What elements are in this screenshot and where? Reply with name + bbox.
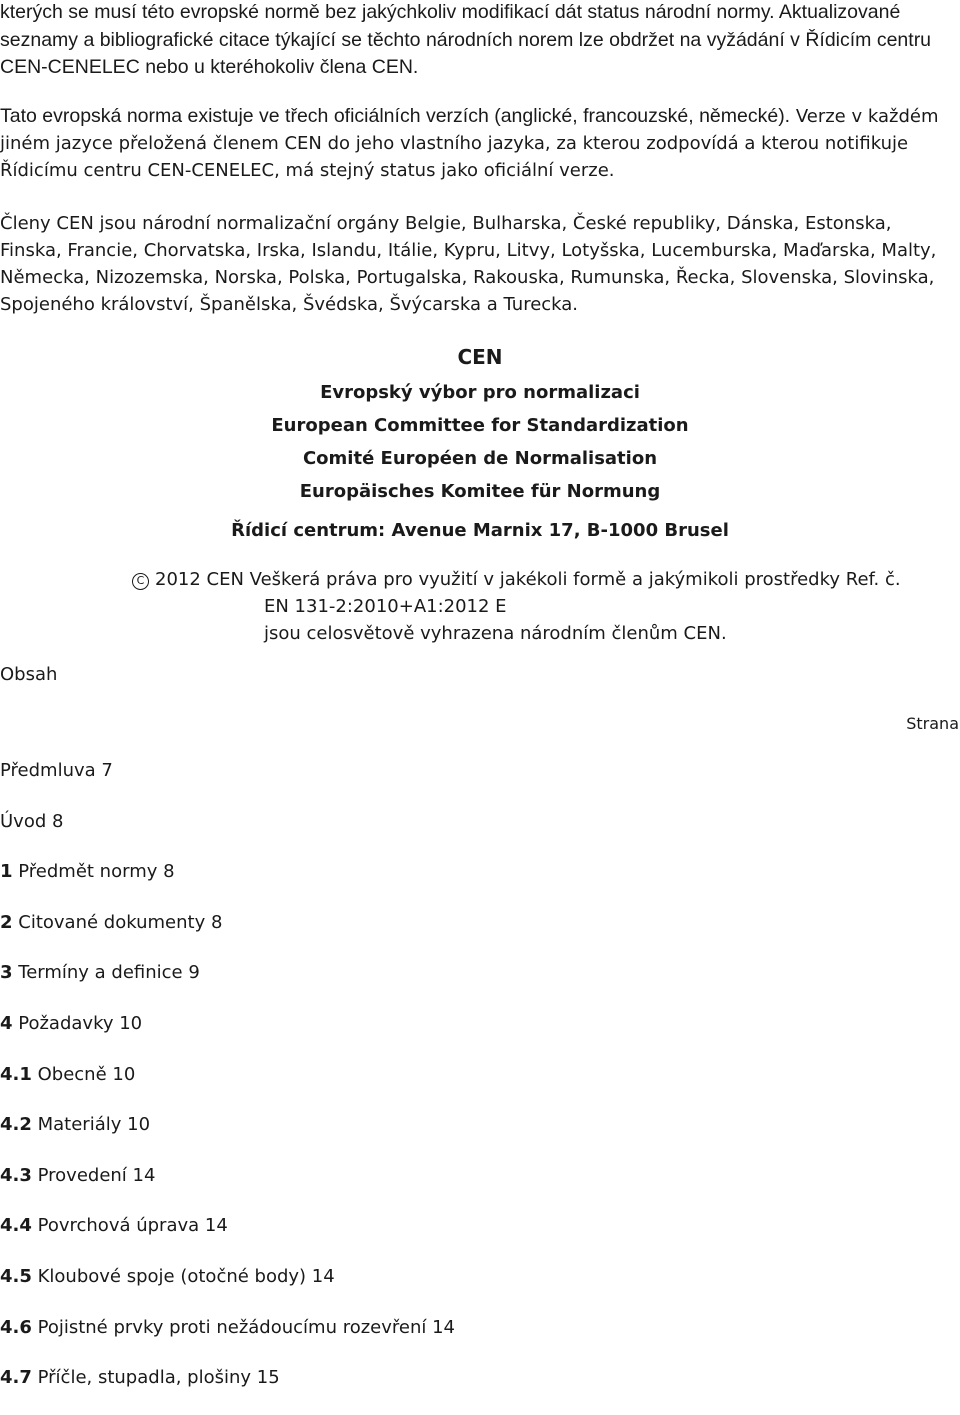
intro-paragraph-1: kterých se musí této evropské normě bez jakýchkoliv modifikací dát status národní normy. Aktualizované seznamy a bibliografické citace týkající se těchto národních norem lze obdržet na vyžádání v Řídicím centru CEN-CENELEC nebo u kteréhokoliv člena CEN. [0, 1, 932, 78]
toc-entry[interactable] [0, 1111, 455, 1162]
committee-acronym: CEN [457, 345, 503, 369]
table-of-contents [0, 757, 455, 1415]
toc-entry-label: Obecně 10 [31, 1063, 136, 1085]
toc-entry[interactable] [0, 1162, 455, 1213]
toc-page-header: Strana [906, 714, 959, 733]
copyright-icon: C [132, 573, 149, 590]
toc-entry[interactable] [0, 1061, 455, 1112]
toc-entry-label: Předmět normy 8 [12, 861, 175, 883]
toc-entry-number: 4.5 [0, 1265, 32, 1287]
toc-entry-label: Termíny a definice 9 [12, 962, 200, 984]
toc-entry-number: 2 [0, 911, 13, 933]
toc-entry-label: Materiály 10 [31, 1114, 151, 1136]
toc-entry-label: Citované dokumenty 8 [12, 911, 223, 933]
toc-entry-label: Provedení 14 [31, 1164, 156, 1186]
toc-entry-number: 4.2 [0, 1114, 32, 1136]
copyright-line-2: EN 131-2:2010+A1:2012 E [264, 596, 507, 617]
copyright-line-1 [132, 566, 958, 593]
toc-entry[interactable] [0, 959, 455, 1010]
toc-entry[interactable] [0, 1314, 455, 1365]
intro-paragraph-2 [0, 103, 958, 184]
copyright-line-3: jsou celosvětově vyhrazena národním členům CEN. [264, 623, 727, 644]
members-paragraph: Členy CEN jsou národní normalizační orgány Belgie, Bulharska, České republiky, Dánska, Estonska, Finska, Francie, Chorvatska, Irska, Islandu, Itálie, Kypru, Litvy, Lotyšska, Lucemburska, Maďarska, Malty, Německa, Nizozemska, Norska, Polska, Portugalska, Rakouska, Rumunska, Řecka, Slovenska, Slovinska, Spojeného království, Španělska, Švédska, Švýcarska a Turecka. [0, 213, 937, 315]
toc-entry-label: Úvod 8 [0, 810, 64, 832]
toc-entry[interactable] [0, 909, 455, 960]
toc-entry-number: 4.3 [0, 1164, 32, 1186]
toc-entry-number: 4 [0, 1012, 13, 1034]
toc-title: Obsah [0, 664, 58, 685]
toc-entry[interactable] [0, 1010, 455, 1061]
toc-entry-label: Pojistné prvky proti nežádoucímu rozevření 14 [31, 1316, 456, 1338]
toc-entry[interactable] [0, 1364, 455, 1415]
toc-entry[interactable] [0, 1212, 455, 1263]
toc-entry-number: 1 [0, 861, 13, 883]
toc-entry-number: 4.7 [0, 1367, 32, 1389]
intro-paragraph-2-rest: Verze v každém jiném jazyce přeložená členem CEN do jeho vlastního jazyka, za kterou zodpovídá a kterou notifikuje Řídicímu centru CEN-CENELEC, má stejný status jako oficiální verze. [0, 106, 939, 181]
copyright-line-1-text: 2012 CEN Veškerá práva pro využití v jakékoli formě a jakýmikoli prostředky Ref. č. [155, 569, 901, 590]
toc-entry-label: Kloubové spoje (otočné body) 14 [31, 1265, 335, 1287]
copyright-notice [132, 566, 958, 647]
toc-entry-number: 3 [0, 962, 13, 984]
toc-entry-label: Příčle, stupadla, plošiny 15 [31, 1367, 280, 1389]
toc-entry-number: 4.4 [0, 1215, 32, 1237]
toc-entry[interactable] [0, 757, 455, 808]
toc-entry-label: Předmluva 7 [0, 760, 113, 781]
toc-entry-label: Povrchová úprava 14 [31, 1215, 228, 1237]
toc-entry-label: Požadavky 10 [12, 1012, 143, 1034]
toc-entry[interactable] [0, 858, 455, 909]
toc-entry[interactable] [0, 1263, 455, 1314]
toc-entry[interactable] [0, 808, 455, 859]
committee-name-de: Europäisches Komitee für Normung [299, 481, 661, 502]
toc-entry-number: 4.1 [0, 1063, 32, 1085]
toc-entry-number: 4.6 [0, 1316, 32, 1338]
committee-name-en: European Committee for Standardization [271, 415, 689, 436]
committee-name-cs: Evropský výbor pro normalizaci [320, 382, 640, 403]
intro-paragraph-2-lead: Tato evropská norma existuje ve třech oficiálních verzích (anglické, francouzské, německé). [0, 105, 791, 127]
committee-name-fr: Comité Européen de Normalisation [302, 448, 658, 469]
committee-address: Řídicí centrum: Avenue Marnix 17, B-1000 Brusel [231, 520, 729, 541]
